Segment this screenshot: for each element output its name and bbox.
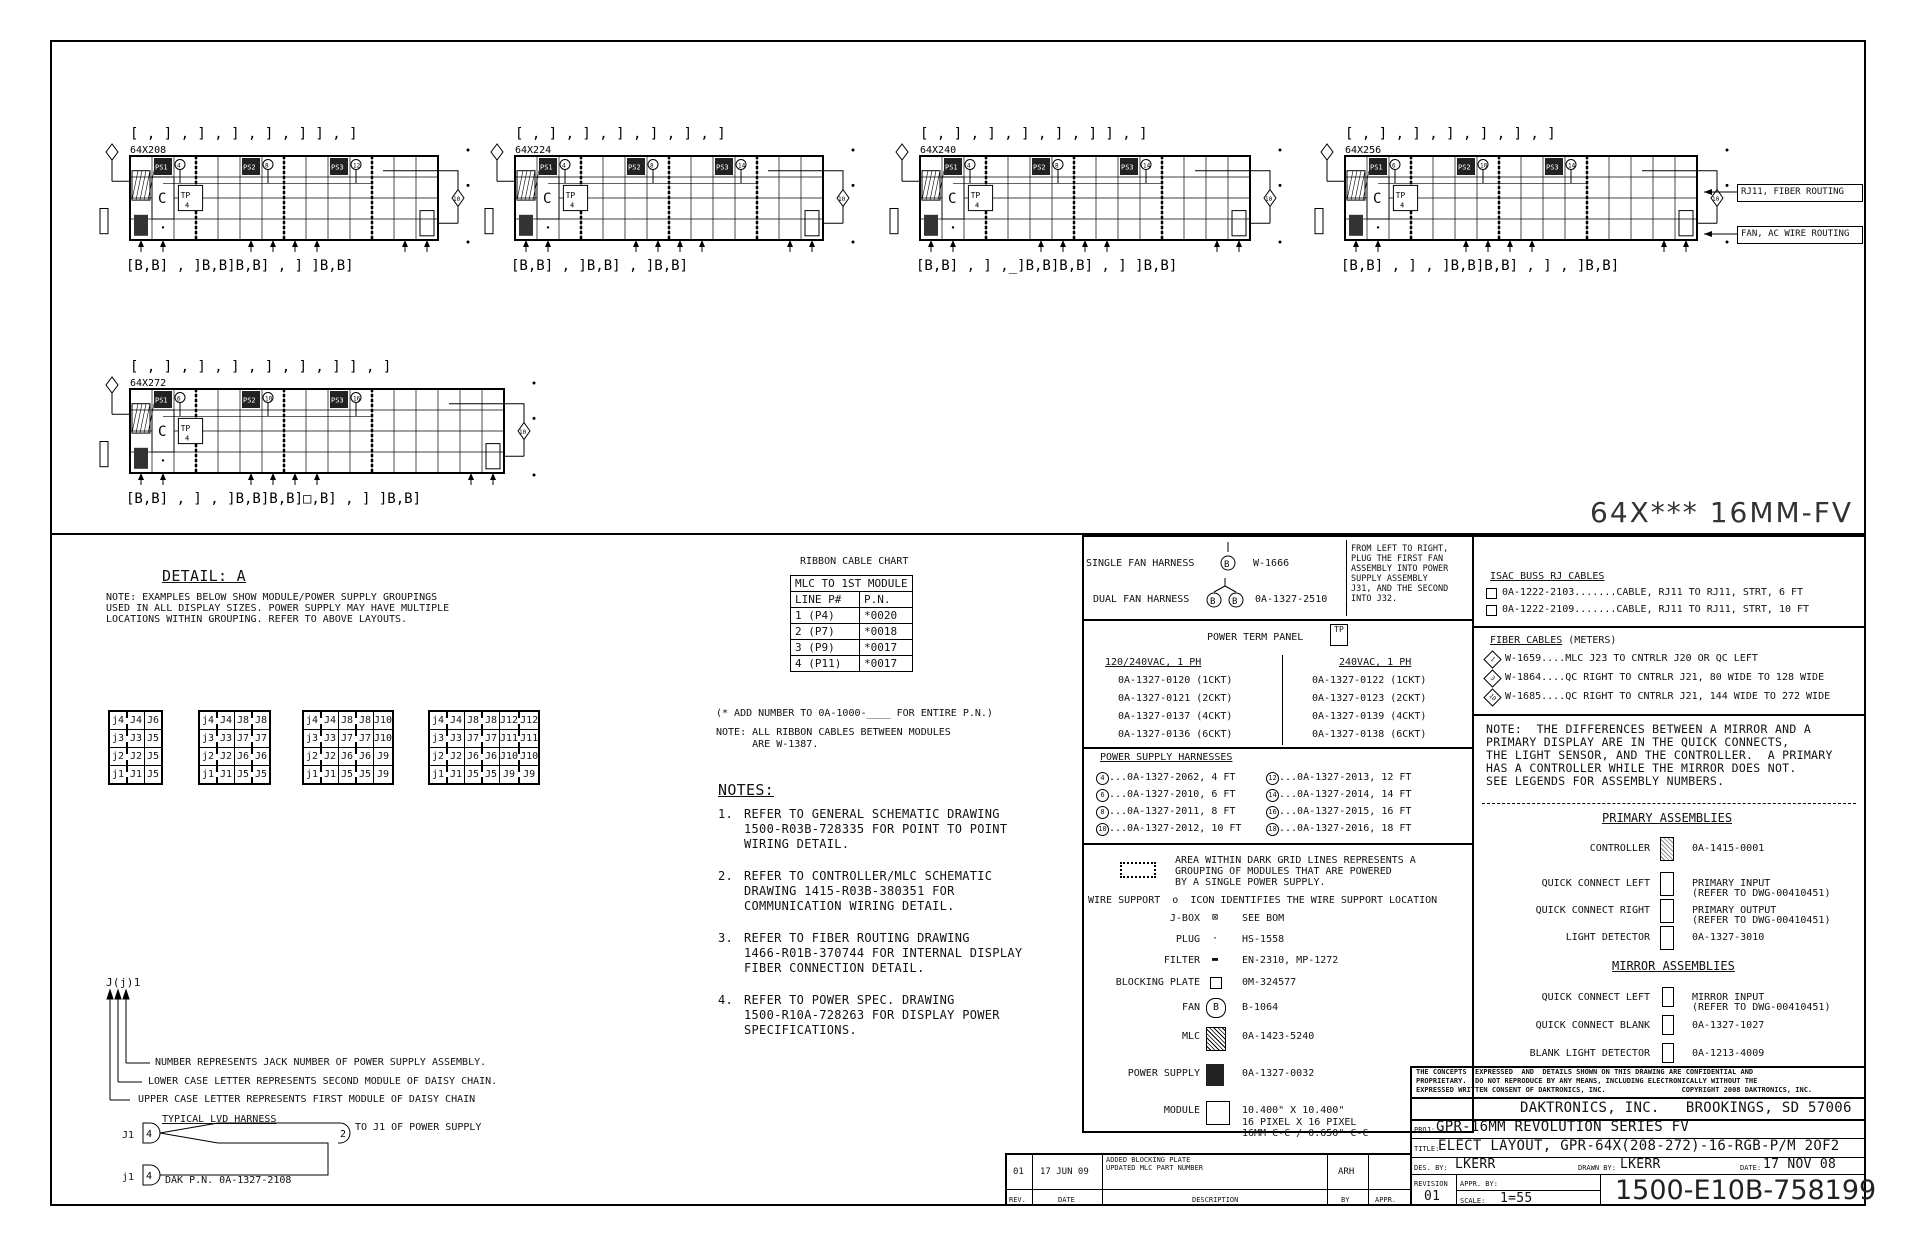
pt-right-item: 0A-1327-0139 (4CKT) — [1312, 711, 1427, 722]
primary-value: (REFER TO DWG-00410451) — [1692, 888, 1831, 899]
drawing-big-title: 64X*** 16MM-FV — [1590, 496, 1854, 529]
detail-title: DETAIL: A — [162, 567, 246, 585]
power-term-title: POWER TERM PANEL — [1207, 632, 1304, 643]
fan-note-line: ASSEMBLY INTO POWER — [1351, 564, 1449, 574]
mirror-note-line: HAS A CONTROLLER WHILE THE MIRROR DOES NOT. — [1486, 761, 1797, 775]
lvd-pn: DAK P.N. 0A-1327-2108 — [165, 1175, 292, 1186]
svg-text:2: 2 — [340, 1129, 347, 1140]
svg-text:4: 4 — [146, 1171, 153, 1182]
svg-text:16: 16 — [353, 395, 361, 403]
module-extra: 16 PIXEL X 16 PIXEL — [1242, 1117, 1357, 1128]
jack-grid-3: j4 J4 J8 J8 J10 j3 J3 J7 J7 J10 j2 J2 J6 J6 J9 j1 J1 J5 J5 J9 — [302, 710, 394, 785]
mirror-note-line: NOTE: THE DIFFERENCES BETWEEN A MIRROR AND A — [1486, 722, 1812, 736]
mirror-title: MIRROR ASSEMBLIES — [1612, 959, 1735, 973]
pt-right-header: 240VAC, 1 PH — [1339, 657, 1412, 668]
fiber-item: W-1685....QC RIGHT TO CNTRLR J21, 144 WIDE TO 272 WIDE — [1505, 691, 1831, 702]
svg-text:[ , ] , ] , ] , ] , ] ] , ]: [ , ] , ] , ] , ] , ] ] , ] — [130, 126, 358, 142]
mirror-value: 0A-1327-1027 — [1692, 1020, 1765, 1031]
ribbon-title: RIBBON CABLE CHART — [800, 556, 909, 567]
note-line: REFER TO CONTROLLER/MLC SCHEMATIC — [744, 869, 993, 883]
note-line: REFER TO FIBER ROUTING DRAWING — [744, 931, 970, 945]
ps-harness-item: ...0A-1327-2013, 12 FT — [1279, 772, 1412, 783]
fan-routing: FAN, AC WIRE ROUTING — [1741, 229, 1850, 239]
svg-text:C: C — [543, 191, 552, 207]
legend-key: FILTER — [1163, 955, 1200, 966]
svg-text:4: 4 — [185, 434, 190, 443]
pt-right-item: 0A-1327-0122 (1CKT) — [1312, 675, 1427, 686]
drawn-by: LKERR — [1620, 1157, 1661, 1172]
drawing-number: 1500-E10B-758199 — [1615, 1175, 1877, 1206]
jack-grid-4: j4 J4 J8 J8 J12 J12 j3 J3 J7 J7 J11 J11 j2 J2 J6 J6 J10 J10 j1 J1 J5 J5 J9 J9 — [428, 710, 540, 785]
harness-number-icon: 18 — [1266, 823, 1279, 836]
rj11-routing: RJ11, FIBER ROUTING — [1741, 187, 1844, 197]
svg-text:TP: TP — [970, 191, 981, 200]
fiber-diamond-icon: 3 — [1483, 669, 1501, 687]
mirror-key: QUICK CONNECT LEFT — [1541, 992, 1650, 1003]
svg-text:8: 8 — [1055, 162, 1059, 170]
company: DAKTRONICS, INC. BROOKINGS, SD 57006 — [1520, 1100, 1852, 1116]
primary-key: LIGHT DETECTOR — [1565, 932, 1650, 943]
confidential-line: THE CONCEPTS EXPRESSED AND DETAILS SHOWN ON THIS DRAWING ARE CONFIDENTIAL AND — [1416, 1068, 1754, 1076]
note-line: REFER TO GENERAL SCHEMATIC DRAWING — [744, 807, 1000, 821]
svg-text:PS1: PS1 — [155, 396, 168, 405]
fan-note-line: SUPPLY ASSEMBLY — [1351, 574, 1428, 584]
confidential-line: PROPRIETARY. DO NOT REPRODUCE BY ANY MEANS, INCLUDING ELECTRONICALLY WITHOUT THE — [1416, 1077, 1758, 1085]
legend-value: B-1064 — [1242, 1002, 1279, 1013]
svg-text:4: 4 — [975, 201, 980, 210]
pt-right-item: 0A-1327-0138 (6CKT) — [1312, 729, 1427, 740]
ps-harness-item: ...0A-1327-2012, 10 FT — [1109, 823, 1242, 834]
svg-text:64X272: 64X272 — [130, 378, 167, 389]
jj-label: J(j)1 — [106, 976, 141, 989]
svg-text:TP: TP — [565, 191, 576, 200]
note-line: WIRING DETAIL. — [744, 837, 850, 851]
note-line: SPECIFICATIONS. — [744, 1023, 857, 1037]
filter-icon: ▬ — [1211, 954, 1219, 965]
svg-text:B: B — [1232, 597, 1238, 607]
isac-item: 0A-1222-2103.......CABLE, RJ11 TO RJ11, STRT, 6 FT — [1502, 587, 1804, 598]
jbox-icon: ⊠ — [1211, 912, 1219, 923]
drawing-date: 17 NOV 08 — [1763, 1157, 1837, 1172]
svg-text:4: 4 — [570, 201, 575, 210]
svg-text:PS3: PS3 — [331, 396, 344, 405]
mirror-value: (REFER TO DWG-00410451) — [1692, 1002, 1831, 1013]
primary-assembly-icon — [1660, 872, 1674, 896]
wire-support-text: WIRE SUPPORT ο ICON IDENTIFIES THE WIRE SUPPORT LOCATION — [1088, 895, 1438, 906]
svg-text:PS2: PS2 — [628, 163, 641, 172]
svg-text:C: C — [1373, 191, 1382, 207]
lvd-j1b: j1 — [122, 1172, 135, 1183]
plug-icon: · — [1211, 933, 1219, 944]
svg-text:PS2: PS2 — [243, 396, 256, 405]
note-number: 3. — [718, 931, 734, 945]
legend-key: FAN — [1181, 1002, 1200, 1013]
table-row: 4 (P11) *0017 — [791, 656, 913, 672]
project: GPR-16MM REVOLUTION SERIES FV — [1436, 1119, 1690, 1135]
fan-single-label: SINGLE FAN HARNESS — [1086, 558, 1195, 569]
svg-text:B: B — [1224, 560, 1230, 570]
svg-text:4: 4 — [177, 162, 181, 170]
isac-cable-icon — [1486, 588, 1497, 599]
svg-text:PS3: PS3 — [331, 163, 344, 172]
ribbon-note2a: NOTE: ALL RIBBON CABLES BETWEEN MODULES — [716, 727, 951, 738]
note-line: REFER TO POWER SPEC. DRAWING — [744, 993, 955, 1007]
ps-harness-item: ...0A-1327-2016, 18 FT — [1279, 823, 1412, 834]
jack-grid-1: j4 J4 J6 j3 J3 J5 j2 J2 J5 j1 J1 J5 — [108, 710, 163, 785]
svg-text:PS1: PS1 — [945, 163, 958, 172]
isac-cable-icon — [1486, 605, 1497, 616]
display-layout-64x208 — [100, 122, 508, 296]
pt-left-item: 0A-1327-0137 (4CKT) — [1118, 711, 1233, 722]
table-row: 1 (P4) *0020 — [791, 608, 913, 624]
note-line: COMMUNICATION WIRING DETAIL. — [744, 899, 955, 913]
svg-text:10: 10 — [838, 196, 846, 203]
module-extra: 16MM C-C / 0.650" C-C — [1242, 1128, 1369, 1139]
primary-value: PRIMARY OUTPUT — [1692, 905, 1777, 916]
fan-note-line: J31, AND THE SECOND — [1351, 584, 1449, 594]
svg-text:8: 8 — [265, 162, 269, 170]
drawing-title: ELECT LAYOUT, GPR-64X(208-272)-16-RGB-P/M 2OF2 — [1438, 1138, 1840, 1154]
fiber-item: W-1659....MLC J23 TO CNTRLR J20 OR QC LEFT — [1505, 653, 1758, 664]
fiber-item: W-1864....QC RIGHT TO CNTRLR J21, 80 WIDE TO 128 WIDE — [1505, 672, 1825, 683]
svg-text:[B,B] , ] , ]B,B]B,B]□,B] , ]: [B,B] , ] , ]B,B]B,B]□,B] , ] ]B,B] — [126, 491, 422, 507]
legend-lower: LOWER CASE LETTER REPRESENTS SECOND MODULE OF DAISY CHAIN. — [148, 1076, 498, 1087]
legend-key: J-BOX — [1169, 913, 1200, 924]
power-supply-icon — [1206, 1064, 1224, 1086]
lvd-to: TO J1 OF POWER SUPPLY — [355, 1122, 482, 1133]
display-layout-64x240 — [890, 122, 1320, 296]
note-line: 1466-R01B-370744 FOR INTERNAL DISPLAY — [744, 946, 1023, 960]
lvd-title: TYPICAL LVD HARNESS — [162, 1114, 277, 1125]
primary-assembly-icon — [1660, 926, 1674, 950]
pt-left-item: 0A-1327-0136 (6CKT) — [1118, 729, 1233, 740]
svg-text:12: 12 — [353, 162, 361, 170]
scale: 1=55 — [1500, 1191, 1533, 1206]
mirror-key: QUICK CONNECT BLANK — [1535, 1020, 1650, 1031]
primary-value: 0A-1415-0001 — [1692, 843, 1765, 854]
ribbon-note2b: ARE W-1387. — [716, 739, 819, 750]
legend-upper: UPPER CASE LETTER REPRESENTS FIRST MODULE OF DAISY CHAIN — [138, 1094, 476, 1105]
ribbon-note1: (* ADD NUMBER TO 0A-1000-____ FOR ENTIRE P.N.) — [716, 708, 993, 719]
svg-text:PS2: PS2 — [1458, 163, 1471, 172]
note-line: 1500-R10A-728263 FOR DISPLAY POWER — [744, 1008, 1000, 1022]
harness-number-icon: 6 — [1096, 789, 1109, 802]
svg-text:PS3: PS3 — [1546, 163, 1559, 172]
svg-text:[B,B] , ] , ]B,B]B,B] , ] , ]B: [B,B] , ] , ]B,B]B,B] , ] , ]B,B] — [1341, 258, 1620, 274]
svg-text:[ , ] , ] , ] , ] , ] , ]: [ , ] , ] , ] , ] , ] , ] — [1345, 126, 1556, 142]
pt-left-item: 0A-1327-0121 (2CKT) — [1118, 693, 1233, 704]
fan-icon: B — [1206, 998, 1226, 1018]
isac-item: 0A-1222-2109.......CABLE, RJ11 TO RJ11, STRT, 10 FT — [1502, 604, 1810, 615]
mirror-assembly-icon — [1662, 1043, 1674, 1063]
svg-text:14: 14 — [1143, 162, 1151, 170]
primary-assembly-icon — [1660, 899, 1674, 923]
svg-text:10: 10 — [519, 429, 527, 436]
display-layout-64x224 — [485, 122, 893, 296]
svg-text:64X256: 64X256 — [1345, 145, 1382, 156]
ps-harness-item: ...0A-1327-2014, 14 FT — [1279, 789, 1412, 800]
svg-text:10: 10 — [1712, 196, 1720, 203]
svg-text:B: B — [1210, 597, 1216, 607]
harness-number-icon: 8 — [1096, 806, 1109, 819]
svg-text:6: 6 — [177, 395, 181, 403]
legend-key: POWER SUPPLY — [1127, 1068, 1200, 1079]
fan-note-line: INTO J32. — [1351, 594, 1398, 604]
mirror-value: 0A-1213-4009 — [1692, 1048, 1765, 1059]
legend-key: MLC — [1181, 1031, 1200, 1042]
primary-assembly-icon — [1660, 837, 1674, 861]
legend-key: MODULE — [1163, 1105, 1200, 1116]
primary-key: QUICK CONNECT RIGHT — [1535, 905, 1650, 916]
pt-left-item: 0A-1327-0120 (1CKT) — [1118, 675, 1233, 686]
lvd-j1: J1 — [122, 1130, 135, 1141]
fan-note-line: FROM LEFT TO RIGHT, — [1351, 544, 1449, 554]
svg-text:64X224: 64X224 — [515, 145, 552, 156]
svg-text:14: 14 — [1568, 162, 1576, 170]
svg-text:10: 10 — [265, 395, 273, 403]
legend-value: 0M-324577 — [1242, 977, 1297, 988]
svg-text:TP: TP — [180, 424, 191, 433]
svg-text:[B,B] , ] ,_]B,B]B,B] , ] ]B,B: [B,B] , ] ,_]B,B]B,B] , ] ]B,B] — [916, 258, 1178, 274]
note-number: 1. — [718, 807, 734, 821]
ps-harness-item: ...0A-1327-2011, 8 FT — [1109, 806, 1236, 817]
legend-value: 10.400" X 10.400" — [1242, 1105, 1345, 1116]
note-number: 2. — [718, 869, 734, 883]
harness-number-icon: 10 — [1096, 823, 1109, 836]
svg-text:PS3: PS3 — [1121, 163, 1134, 172]
svg-text:PS2: PS2 — [243, 163, 256, 172]
svg-text:C: C — [948, 191, 957, 207]
power-term-icon: TP — [1330, 624, 1348, 646]
display-layout-64x272 — [100, 355, 574, 529]
svg-text:14: 14 — [738, 162, 746, 170]
svg-text:4: 4 — [1400, 201, 1405, 210]
confidential-line: EXPRESSED WRITTEN CONSENT OF DAKTRONICS, INC. COPYRIGHT 2008 DAKTRONICS, INC. — [1416, 1086, 1813, 1094]
fiber-diamond-icon: 1 — [1483, 650, 1501, 668]
ribbon-table: MLC TO 1ST MODULE LINE P# P.N. 1 (P4) *0020 2 (P7) *0018 3 (P9) *0017 4 (P11) *0017 — [790, 575, 913, 672]
fiber-diamond-icon: 10 — [1483, 688, 1501, 706]
primary-value: PRIMARY INPUT — [1692, 878, 1771, 889]
blocking-plate-icon — [1210, 977, 1222, 989]
note-line: 1500-R03B-728335 FOR POINT TO POINT — [744, 822, 1008, 836]
svg-text:4: 4 — [562, 162, 566, 170]
svg-text:4: 4 — [967, 162, 971, 170]
svg-text:TP: TP — [180, 191, 191, 200]
mirror-value: MIRROR INPUT — [1692, 992, 1765, 1003]
fan-dual-label: DUAL FAN HARNESS — [1093, 594, 1190, 605]
table-row: 2 (P7) *0018 — [791, 624, 913, 640]
harness-number-icon: 12 — [1266, 772, 1279, 785]
primary-key: CONTROLLER — [1589, 843, 1650, 854]
isac-title: ISAC BUSS RJ CABLES — [1490, 571, 1605, 582]
designer: LKERR — [1455, 1157, 1496, 1172]
svg-text:10: 10 — [453, 196, 461, 203]
primary-key: QUICK CONNECT LEFT — [1541, 878, 1650, 889]
pt-right-item: 0A-1327-0123 (2CKT) — [1312, 693, 1427, 704]
svg-text:C: C — [158, 191, 167, 207]
svg-text:10: 10 — [1480, 162, 1488, 170]
revision: 01 — [1424, 1189, 1441, 1204]
primary-title: PRIMARY ASSEMBLIES — [1602, 811, 1733, 825]
svg-text:8: 8 — [650, 162, 654, 170]
svg-text:PS1: PS1 — [1370, 163, 1383, 172]
pt-left-header: 120/240VAC, 1 PH — [1105, 657, 1202, 668]
svg-text:10: 10 — [1265, 196, 1273, 203]
svg-text:TP: TP — [1395, 191, 1406, 200]
svg-text:PS3: PS3 — [716, 163, 729, 172]
note-line: DRAWING 1415-R03B-380351 FOR — [744, 884, 955, 898]
harness-number-icon: 16 — [1266, 806, 1279, 819]
fan-dual-pn: 0A-1327-2510 — [1255, 594, 1328, 605]
mirror-assembly-icon — [1662, 987, 1674, 1007]
ps-harness-title: POWER SUPPLY HARNESSES — [1100, 752, 1233, 763]
legend-value: HS-1558 — [1242, 934, 1285, 945]
svg-text:4: 4 — [185, 201, 190, 210]
mirror-assembly-icon — [1662, 1015, 1674, 1035]
svg-text:PS1: PS1 — [155, 163, 168, 172]
mirror-note-line: SEE LEGENDS FOR ASSEMBLY NUMBERS. — [1486, 774, 1725, 788]
svg-text:[ , ] , ] , ] , ] , ] ] , ]: [ , ] , ] , ] , ] , ] ] , ] — [920, 126, 1148, 142]
ps-harness-item: ...0A-1327-2010, 6 FT — [1109, 789, 1236, 800]
svg-text:[ , ] , ] , ] , ] , ] , ] ] ,: [ , ] , ] , ] , ] , ] , ] ] , ] — [130, 359, 392, 375]
legend-key: BLOCKING PLATE — [1115, 977, 1200, 988]
mirror-key: BLANK LIGHT DETECTOR — [1529, 1048, 1650, 1059]
svg-text:[ , ] , ] , ] , ] , ] , ]: [ , ] , ] , ] , ] , ] , ] — [515, 126, 726, 142]
mlc-icon — [1206, 1027, 1226, 1051]
fan-harness-icons — [1200, 540, 1260, 610]
primary-value: (REFER TO DWG-00410451) — [1692, 915, 1831, 926]
fan-note-line: PLUG THE FIRST FAN — [1351, 554, 1444, 564]
harness-number-icon: 14 — [1266, 789, 1279, 802]
note-line: FIBER CONNECTION DETAIL. — [744, 961, 925, 975]
legend-number: NUMBER REPRESENTS JACK NUMBER OF POWER SUPPLY ASSEMBLY. — [155, 1057, 487, 1068]
legend-key: PLUG — [1175, 934, 1200, 945]
module-icon — [1206, 1101, 1230, 1125]
harness-number-icon: 4 — [1096, 772, 1109, 785]
fan-single-pn: W-1666 — [1253, 558, 1290, 569]
svg-text:64X208: 64X208 — [130, 145, 167, 156]
legend-value: 0A-1327-0032 — [1242, 1068, 1315, 1079]
legend-value: 0A-1423-5240 — [1242, 1031, 1315, 1042]
jack-grid-2: j4 J4 J8 J8 j3 J3 J7 J7 j2 J2 J6 J6 j1 J1 J5 J5 — [198, 710, 271, 785]
svg-text:4: 4 — [146, 1129, 153, 1140]
notes-title: NOTES: — [718, 781, 774, 799]
ps-harness-item: ...0A-1327-2015, 16 FT — [1279, 806, 1412, 817]
svg-text:64X240: 64X240 — [920, 145, 957, 156]
primary-value: 0A-1327-3010 — [1692, 932, 1765, 943]
note-number: 4. — [718, 993, 734, 1007]
legend-value: EN-2310, MP-1272 — [1242, 955, 1339, 966]
svg-text:C: C — [158, 424, 167, 440]
svg-text:[B,B] , ]B,B] , ]B,B]: [B,B] , ]B,B] , ]B,B] — [511, 258, 689, 274]
svg-text:[B,B] , ]B,B]B,B] , ] ]B,B]: [B,B] , ]B,B]B,B] , ] ]B,B] — [126, 258, 354, 274]
fiber-title: FIBER CABLES (METERS) — [1490, 635, 1617, 646]
svg-text:6: 6 — [1392, 162, 1396, 170]
ps-harness-item: ...0A-1327-2062, 4 FT — [1109, 772, 1236, 783]
mirror-note-line: THE LIGHT SENSOR, AND THE CONTROLLER. A PRIMARY — [1486, 748, 1833, 762]
svg-text:PS1: PS1 — [540, 163, 553, 172]
table-row: 3 (P9) *0017 — [791, 640, 913, 656]
legend-value: SEE BOM — [1242, 913, 1285, 924]
svg-text:PS2: PS2 — [1033, 163, 1046, 172]
grouping-icon — [1120, 862, 1156, 878]
mirror-note-line: PRIMARY DISPLAY ARE IN THE QUICK CONNECTS, — [1486, 735, 1790, 749]
